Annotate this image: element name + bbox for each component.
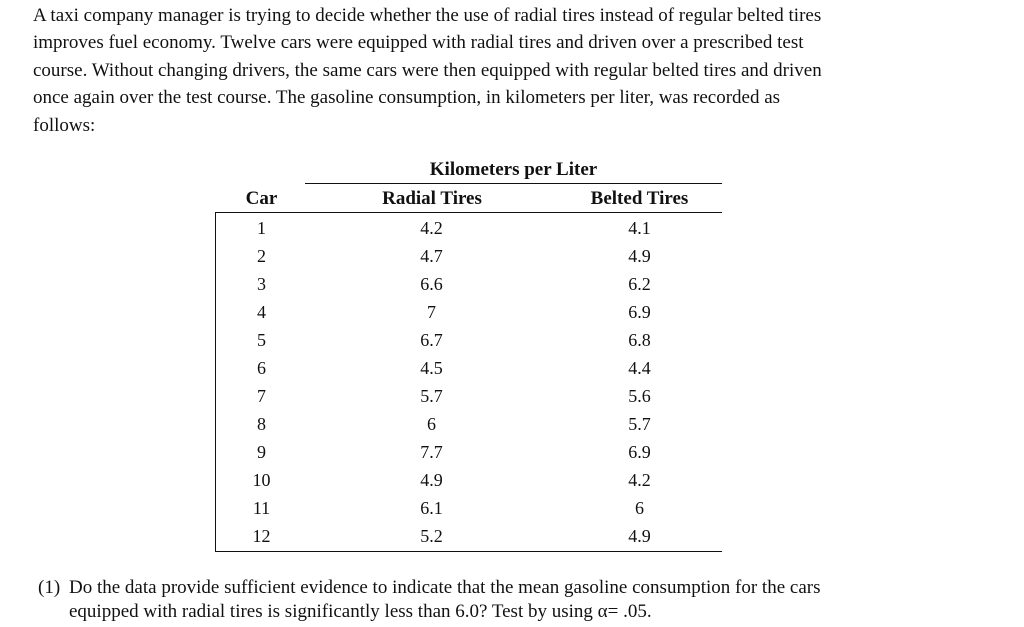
radial-cell: 5.2 — [420, 526, 443, 546]
belted-cell: 4.9 — [628, 246, 651, 266]
car-cell: 12 — [252, 526, 271, 546]
problem-line: once again over the test course. The gasoline consumption, in kilometers per liter, was recorded as — [33, 87, 781, 109]
car-cell: 9 — [257, 442, 266, 462]
car-cell: 6 — [257, 358, 266, 378]
table-row — [215, 522, 722, 550]
belted-cell: 6 — [635, 498, 644, 518]
belted-cell: 5.7 — [628, 414, 651, 434]
radial-cell: 7 — [427, 302, 436, 322]
table-row — [215, 298, 722, 326]
belted-cell: 6.9 — [628, 302, 651, 322]
radial-cell: 6.7 — [420, 330, 443, 350]
column-header-belted: Belted Tires — [590, 188, 689, 209]
table-row — [215, 382, 722, 410]
belted-cell: 4.2 — [628, 470, 651, 490]
belted-cell: 4.1 — [628, 218, 651, 238]
radial-cell: 6.1 — [420, 498, 443, 518]
radial-cell: 4.7 — [420, 246, 443, 266]
table-row — [215, 326, 722, 354]
car-cell: 10 — [252, 470, 271, 490]
radial-cell: 5.7 — [420, 386, 443, 406]
radial-cell: 4.5 — [420, 358, 443, 378]
table-row — [215, 494, 722, 522]
belted-cell: 6.9 — [628, 442, 651, 462]
problem-line: A taxi company manager is trying to decide whether the use of radial tires instead of regular belted tires — [33, 5, 822, 26]
car-cell: 8 — [257, 414, 266, 434]
belted-cell: 5.6 — [628, 386, 651, 406]
car-cell: 7 — [257, 386, 266, 406]
car-cell: 11 — [252, 498, 271, 518]
radial-cell: 4.9 — [420, 470, 443, 490]
table-row — [215, 466, 722, 494]
table-row — [215, 438, 722, 466]
belted-cell: 6.2 — [628, 274, 651, 294]
car-cell: 2 — [257, 246, 266, 266]
car-cell: 1 — [257, 218, 266, 238]
belted-cell: 4.4 — [628, 358, 651, 378]
radial-cell: 7.7 — [420, 442, 443, 462]
column-header-radial: Radial Tires — [382, 188, 482, 209]
table-row — [215, 354, 722, 382]
belted-cell: 4.9 — [628, 526, 651, 546]
problem-line: course. Without changing drivers, the same cars were then equipped with regular belted tires and driven — [33, 59, 822, 81]
problem-statement — [33, 2, 913, 139]
group-header-rule — [305, 183, 722, 184]
question-line: equipped with radial tires is significantly less than 6.0? Test by using α= .05. — [69, 601, 652, 622]
car-cell: 3 — [257, 274, 266, 294]
column-header-car: Car — [245, 188, 278, 209]
car-cell: 4 — [257, 302, 266, 322]
problem-line: follows: — [33, 114, 96, 136]
bottom-rule — [215, 551, 722, 552]
table-row — [215, 270, 722, 298]
problem-line: improves fuel economy. Twelve cars were equipped with radial tires and driven over a prescribed test — [33, 32, 804, 54]
table-row — [215, 410, 722, 438]
question-text — [69, 576, 929, 624]
table-row — [215, 214, 722, 242]
car-cell: 5 — [257, 330, 266, 350]
header-rule — [215, 212, 722, 213]
table-body — [215, 214, 722, 550]
table-row — [215, 242, 722, 270]
radial-cell: 6 — [427, 414, 436, 434]
group-header: Kilometers per Liter — [429, 159, 598, 180]
radial-cell: 4.2 — [420, 218, 443, 238]
question-line: Do the data provide sufficient evidence to indicate that the mean gasoline consumption for the cars — [69, 577, 821, 598]
radial-cell: 6.6 — [420, 274, 443, 294]
belted-cell: 6.8 — [628, 330, 651, 350]
question-number: (1) — [38, 577, 61, 598]
